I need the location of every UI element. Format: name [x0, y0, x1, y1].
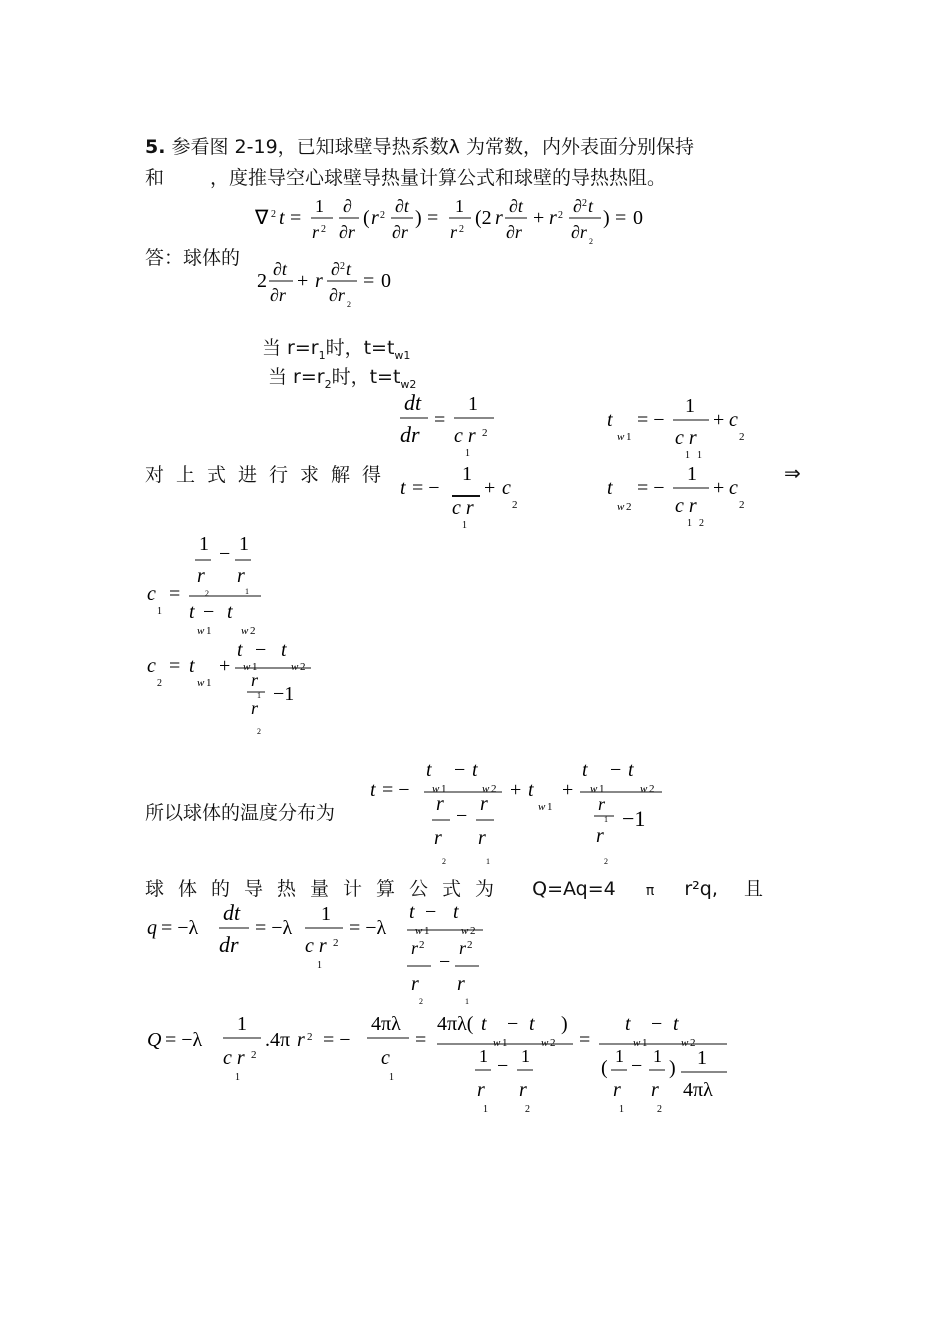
svg-text:dt: dt [223, 900, 241, 925]
and-text: 且 [743, 878, 763, 900]
pi-symbol: π [645, 883, 655, 899]
svg-text:=: = [169, 655, 181, 677]
svg-text:1: 1 [521, 1046, 530, 1066]
laplace-equation [255, 192, 675, 254]
svg-text:w: w [541, 1037, 549, 1049]
svg-text:1: 1 [697, 1047, 707, 1069]
svg-text:1: 1 [252, 661, 258, 673]
svg-text:r: r [598, 794, 606, 814]
svg-text:0: 0 [633, 207, 643, 229]
svg-text:2: 2 [205, 589, 209, 598]
svg-text:1: 1 [424, 925, 430, 937]
svg-text:2: 2 [250, 625, 256, 637]
svg-text:r: r [450, 222, 458, 242]
svg-text:−: − [255, 639, 267, 661]
svg-text:): ) [415, 207, 422, 229]
svg-text:2: 2 [558, 210, 563, 221]
svg-text:r: r [312, 222, 320, 242]
svg-text:= −λ: = −λ [255, 917, 293, 939]
heatflow-formula: Q=Aq=4 [532, 878, 616, 900]
boundary-condition-2: 当 $r=r_2$时，$t=t_{w2}$ [268, 366, 417, 391]
svg-text:2: 2 [257, 270, 267, 292]
svg-text:= −: = − [382, 779, 410, 801]
svg-text:∇: ∇ [255, 207, 269, 229]
svg-text:2: 2 [582, 198, 587, 209]
svg-text:+: + [562, 779, 574, 801]
svg-text:t: t [453, 901, 459, 923]
svg-text:2: 2 [321, 224, 326, 235]
svg-text:−: − [456, 805, 468, 827]
svg-text:): ) [669, 1057, 676, 1079]
svg-text:=: = [415, 1029, 427, 1051]
svg-text:2: 2 [380, 210, 385, 221]
svg-text:2: 2 [626, 501, 632, 513]
problem-number: 5. [145, 136, 166, 158]
svg-text:r: r [596, 825, 604, 847]
svg-text:w: w [291, 661, 299, 673]
svg-text:∂t: ∂t [273, 259, 287, 279]
svg-text:1: 1 [239, 533, 249, 555]
svg-text:w: w [197, 625, 205, 637]
svg-text:2: 2 [589, 237, 593, 246]
svg-text:2: 2 [550, 1037, 556, 1049]
svg-text:w: w [538, 801, 546, 813]
svg-text:t: t [227, 601, 233, 623]
problem-text-2b: ，度推导空心球壁导热量计算公式和球壁的导热热阻。 [210, 167, 667, 189]
answer-label: 答：球体的 [145, 247, 241, 269]
svg-text:w: w [241, 625, 249, 637]
svg-text:1: 1 [465, 997, 469, 1006]
svg-text:r: r [297, 1029, 305, 1051]
svg-text:t: t [400, 477, 406, 499]
svg-text:t: t [673, 1013, 679, 1035]
first-integral [398, 388, 508, 458]
svg-text:r: r [237, 565, 245, 587]
svg-text:4πλ(: 4πλ( [437, 1013, 474, 1035]
svg-text:2: 2 [491, 783, 497, 795]
svg-text:∂t: ∂t [395, 196, 409, 216]
svg-text:w: w [640, 783, 648, 795]
svg-text:dr: dr [219, 932, 239, 957]
svg-text:=: = [169, 583, 181, 605]
svg-text:c: c [502, 477, 511, 499]
svg-text:1: 1 [615, 1046, 624, 1066]
svg-text:c r: c r [305, 935, 327, 957]
svg-text:1: 1 [687, 463, 697, 485]
svg-text:1: 1 [321, 903, 331, 925]
svg-text:w: w [493, 1037, 501, 1049]
problem-line-1 [145, 132, 694, 159]
svg-text:r: r [434, 827, 442, 849]
svg-text:1: 1 [685, 450, 690, 461]
temperature-distribution [370, 754, 680, 870]
svg-text:+: + [713, 477, 725, 499]
svg-text:= −λ: = −λ [165, 1029, 203, 1051]
svg-text:∂: ∂ [331, 259, 340, 279]
svg-text:+: + [219, 655, 231, 677]
svg-text:t: t [426, 759, 432, 781]
svg-text:r: r [519, 1079, 527, 1101]
svg-text:): ) [603, 207, 610, 229]
svg-text:2: 2 [333, 937, 339, 949]
svg-text:2: 2 [690, 1037, 696, 1049]
svg-text:∂r: ∂r [571, 222, 587, 242]
svg-text:1: 1 [697, 450, 702, 461]
svg-text:t: t [189, 601, 195, 623]
svg-text:q: q [147, 917, 157, 939]
svg-text:=: = [290, 207, 302, 229]
svg-text:c r: c r [452, 497, 474, 519]
svg-text:w: w [681, 1037, 689, 1049]
svg-text:r: r [549, 207, 557, 229]
svg-text:r: r [613, 1079, 621, 1101]
svg-text:1: 1 [206, 625, 212, 637]
svg-text:= −: = − [637, 477, 665, 499]
svg-text:r: r [495, 207, 503, 229]
svg-text:+: + [484, 477, 496, 499]
svg-text:2: 2 [512, 499, 518, 511]
solve-label: 对上式进行求解得 [145, 464, 394, 486]
svg-text:= −: = − [412, 477, 440, 499]
svg-text:w: w [432, 783, 440, 795]
svg-text:t: t [481, 1013, 487, 1035]
svg-text:+: + [533, 207, 545, 229]
svg-text:−: − [631, 1055, 643, 1077]
svg-text:t: t [370, 779, 376, 801]
svg-text:2: 2 [419, 939, 425, 951]
distribution-label: 所以球体的温度分布为 [145, 802, 336, 824]
svg-text:1: 1 [237, 1013, 247, 1035]
svg-text:t: t [582, 759, 588, 781]
svg-text:dt: dt [404, 390, 422, 415]
svg-text:w: w [617, 501, 625, 513]
svg-text:∂t: ∂t [509, 196, 523, 216]
svg-text:1: 1 [245, 587, 249, 596]
svg-text:c: c [381, 1047, 390, 1069]
svg-text:w: w [197, 677, 205, 689]
svg-text:(: ( [601, 1057, 608, 1079]
svg-text:2: 2 [699, 518, 704, 529]
heat-rate-equation [145, 1008, 745, 1118]
svg-text:−: − [454, 759, 466, 781]
problem-text-1: 参看图 2-19，已知球壁导热系数λ 为常数，内外表面分别保持 [171, 136, 694, 158]
svg-text:=: = [615, 207, 627, 229]
svg-text:r: r [315, 270, 323, 292]
svg-text:.4π: .4π [265, 1029, 291, 1051]
svg-text:+: + [297, 270, 309, 292]
svg-text:w: w [243, 661, 251, 673]
boundary-condition-1: 当 $r=r_1$时，$t=t_{w1}$ [262, 337, 411, 362]
svg-text:c: c [729, 477, 738, 499]
svg-text:t: t [237, 639, 243, 661]
svg-text:1: 1 [315, 196, 324, 216]
svg-text:−: − [203, 601, 215, 623]
tw2-equation [605, 456, 775, 530]
svg-text:w: w [617, 431, 625, 443]
svg-text:r: r [371, 207, 379, 229]
svg-text:1: 1 [257, 691, 261, 700]
svg-text:2: 2 [459, 224, 464, 235]
c2-solution [145, 636, 325, 740]
svg-text:1: 1 [599, 783, 605, 795]
svg-text:= −λ: = −λ [349, 917, 387, 939]
svg-text:∂: ∂ [573, 196, 582, 216]
svg-text:−1: −1 [273, 683, 295, 705]
svg-text:r: r [480, 793, 488, 815]
svg-text:2: 2 [347, 300, 351, 309]
svg-text:t: t [346, 259, 352, 279]
r2q-text: r²q, [684, 878, 718, 900]
svg-text:r: r [457, 973, 465, 995]
svg-text:1: 1 [642, 1037, 648, 1049]
svg-text:t: t [607, 477, 613, 499]
svg-text:c r: c r [675, 427, 697, 449]
svg-text:4πλ: 4πλ [371, 1013, 401, 1035]
svg-text:1: 1 [441, 783, 447, 795]
svg-text:t: t [628, 759, 634, 781]
svg-text:1: 1 [462, 463, 472, 485]
svg-text:1: 1 [468, 393, 478, 415]
svg-text:2: 2 [482, 427, 488, 439]
svg-text:2: 2 [649, 783, 655, 795]
svg-text:1: 1 [389, 1072, 394, 1083]
svg-text:1: 1 [653, 1046, 662, 1066]
svg-text:r: r [459, 938, 467, 958]
svg-text:∂r: ∂r [339, 222, 355, 242]
svg-text:1: 1 [206, 677, 212, 689]
svg-text:2: 2 [271, 209, 276, 220]
svg-text:t: t [529, 1013, 535, 1035]
svg-text:Q: Q [147, 1029, 162, 1051]
svg-text:1: 1 [483, 1104, 488, 1115]
svg-text:1: 1 [604, 815, 608, 824]
svg-text:t: t [625, 1013, 631, 1035]
svg-text:c: c [147, 583, 156, 605]
svg-text:w: w [633, 1037, 641, 1049]
svg-text:t: t [189, 655, 195, 677]
svg-text:1: 1 [235, 1072, 240, 1083]
tw1-equation [605, 392, 775, 462]
problem-line-2 [145, 163, 666, 190]
svg-text:2: 2 [442, 857, 446, 866]
svg-text:r: r [411, 973, 419, 995]
svg-text:r: r [411, 938, 419, 958]
svg-text:t: t [588, 196, 594, 216]
svg-text:2: 2 [157, 678, 162, 689]
svg-text:c r: c r [454, 425, 476, 447]
svg-text:∂r: ∂r [506, 222, 522, 242]
ode-equation [257, 255, 417, 315]
c1-solution [145, 528, 285, 638]
svg-text:−1: −1 [622, 806, 646, 831]
svg-text:=: = [579, 1029, 591, 1051]
svg-text:1: 1 [685, 395, 695, 417]
heatflow-line [145, 874, 763, 901]
svg-text:w: w [415, 925, 423, 937]
svg-text:2: 2 [657, 1104, 662, 1115]
svg-text:2: 2 [300, 661, 306, 673]
svg-text:=: = [434, 409, 446, 431]
heatflow-text: 球体的导热量计算公式为 [145, 878, 509, 900]
svg-text:=: = [427, 207, 439, 229]
svg-text:1: 1 [317, 960, 322, 971]
svg-text:c: c [147, 655, 156, 677]
svg-text:2: 2 [340, 261, 345, 272]
svg-text:(2: (2 [475, 207, 492, 229]
svg-text:= −λ: = −λ [161, 917, 199, 939]
svg-text:2: 2 [307, 1031, 313, 1043]
svg-text:2: 2 [604, 857, 608, 866]
svg-text:2: 2 [467, 939, 473, 951]
svg-text:r: r [251, 670, 259, 690]
svg-text:): ) [561, 1013, 568, 1035]
svg-text:2: 2 [739, 499, 745, 511]
svg-text:1: 1 [465, 448, 470, 458]
svg-text:r: r [197, 565, 205, 587]
svg-text:−: − [610, 759, 622, 781]
svg-text:t: t [281, 639, 287, 661]
svg-text:t: t [409, 901, 415, 923]
svg-text:1: 1 [626, 431, 632, 443]
svg-text:r: r [436, 793, 444, 815]
svg-text:1: 1 [547, 801, 553, 813]
svg-text:+: + [713, 409, 725, 431]
svg-text:dr: dr [400, 422, 420, 447]
svg-text:= −: = − [323, 1029, 351, 1051]
svg-text:1: 1 [619, 1104, 624, 1115]
svg-text:−: − [497, 1055, 509, 1077]
svg-text:2: 2 [470, 925, 476, 937]
svg-text:w: w [482, 783, 490, 795]
svg-text:(: ( [363, 207, 370, 229]
svg-text:c r: c r [223, 1047, 245, 1069]
heat-flux-equation [145, 900, 505, 1010]
svg-text:2: 2 [251, 1049, 257, 1061]
svg-text:−: − [219, 543, 231, 565]
svg-text:−: − [425, 901, 437, 923]
svg-text:1: 1 [199, 533, 209, 555]
svg-text:1: 1 [687, 518, 692, 529]
implies-arrow: ⇒ [784, 461, 801, 485]
svg-text:∂r: ∂r [329, 285, 345, 305]
svg-text:= −: = − [637, 409, 665, 431]
svg-text:4πλ: 4πλ [683, 1079, 713, 1101]
svg-text:t: t [279, 207, 285, 229]
problem-text-2a: 和 [145, 167, 165, 189]
svg-text:c r: c r [675, 495, 697, 517]
svg-text:−: − [507, 1013, 519, 1035]
svg-text:r: r [478, 827, 486, 849]
svg-text:∂r: ∂r [392, 222, 408, 242]
svg-text:1: 1 [479, 1046, 488, 1066]
general-solution [398, 456, 538, 530]
svg-text:1: 1 [455, 196, 464, 216]
svg-text:w: w [590, 783, 598, 795]
svg-text:2: 2 [257, 727, 261, 736]
svg-text:1: 1 [502, 1037, 508, 1049]
svg-text:t: t [472, 759, 478, 781]
svg-text:∂: ∂ [343, 196, 352, 216]
svg-text:r: r [251, 698, 259, 718]
svg-text:∂r: ∂r [270, 285, 286, 305]
svg-text:1: 1 [462, 520, 467, 530]
svg-text:2: 2 [739, 431, 745, 443]
svg-text:=: = [363, 270, 375, 292]
svg-text:r: r [651, 1079, 659, 1101]
svg-text:t: t [607, 409, 613, 431]
svg-text:0: 0 [381, 270, 391, 292]
svg-text:2: 2 [419, 997, 423, 1006]
svg-text:−: − [439, 951, 451, 973]
svg-text:1: 1 [157, 606, 162, 617]
svg-text:+: + [510, 779, 522, 801]
svg-text:t: t [528, 779, 534, 801]
svg-text:c: c [729, 409, 738, 431]
svg-text:2: 2 [525, 1104, 530, 1115]
svg-text:w: w [461, 925, 469, 937]
svg-text:−: − [651, 1013, 663, 1035]
svg-text:1: 1 [486, 857, 490, 866]
svg-text:r: r [477, 1079, 485, 1101]
